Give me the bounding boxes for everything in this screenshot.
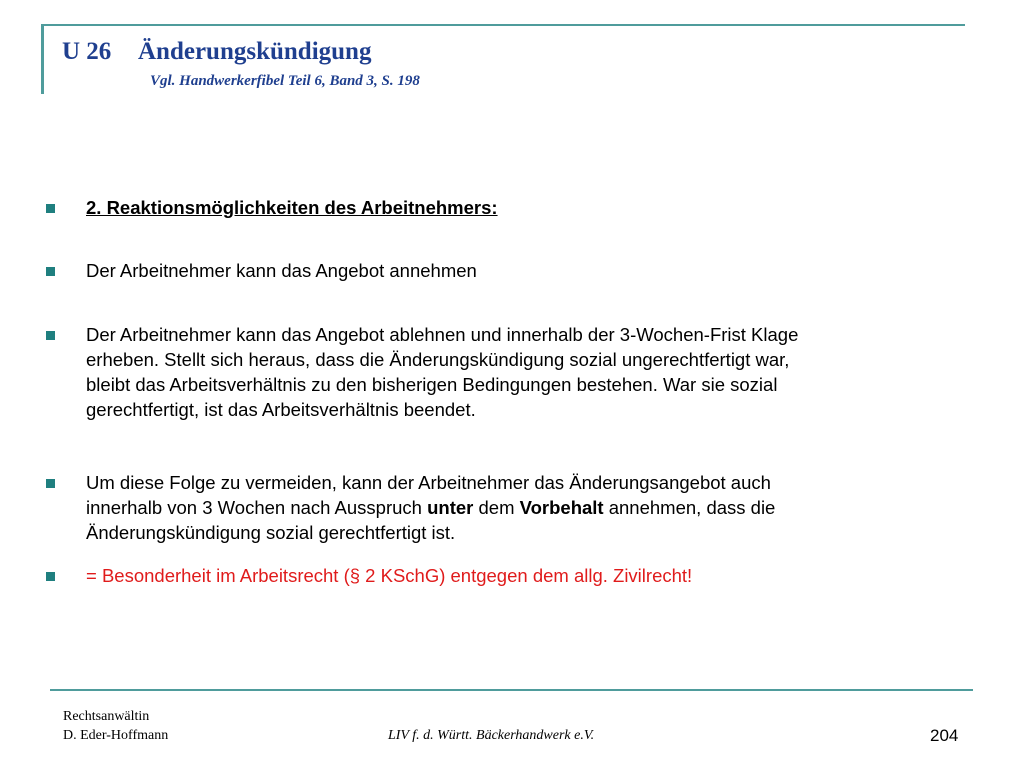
slide-subtitle: Vgl. Handwerkerfibel Teil 6, Band 3, S. 198 [150,73,420,89]
bullet-text [86,258,986,283]
bullet-text [86,195,986,220]
emphasis-vorbehalt: Vorbehalt [519,497,604,518]
bullet-line: Änderungskündigung sozial gerechtfertigt ist. [86,522,456,543]
bullet-line: bleibt das Arbeitsverhältnis zu den bisherigen Bedingungen bestehen. War sie sozial [86,374,778,395]
bullet-line-segment: annehmen, dass die [603,497,776,518]
footer-organization: LIV f. d. Württ. Bäckerhandwerk e.V. [388,728,595,743]
page-number: 204 [930,726,959,745]
square-bullet-icon [46,479,55,488]
square-bullet-icon [46,572,55,581]
footer-author-name: D. Eder-Hoffmann [63,728,169,743]
bullet-line: = Besonderheit im Arbeitsrecht (§ 2 KSchG) entgegen dem allg. Zivilrecht! [86,565,693,586]
square-bullet-icon [46,331,55,340]
bullet-line-segment: dem [473,497,520,518]
bullet-line: gerechtfertigt, ist das Arbeitsverhältnis beendet. [86,399,476,420]
square-bullet-icon [46,267,55,276]
footer-rule [50,689,973,691]
bullet-line: erheben. Stellt sich heraus, dass die Änderungskündigung sozial ungerechtfertigt war, [86,349,790,370]
square-bullet-icon [46,204,55,213]
slide-title-text: Änderungskündigung [138,38,372,65]
footer-author [63,707,168,745]
emphasis-unter: unter [427,497,474,518]
bullet-text [86,470,986,545]
bullet-line: Der Arbeitnehmer kann das Angebot annehmen [86,260,477,281]
bullet-text-highlight [86,563,986,588]
slide-number-label: U 26 [62,38,112,65]
bullet-line: Der Arbeitnehmer kann das Angebot ablehnen und innerhalb der 3-Wochen-Frist Klage [86,324,799,345]
footer-author-title: Rechtsanwältin [63,709,150,724]
bullet-line-segment: innerhalb von 3 Wochen nach Ausspruch [86,497,428,518]
bullet-text [86,322,986,422]
bullet-line: Um diese Folge zu vermeiden, kann der Arbeitnehmer das Änderungsangebot auch [86,472,771,493]
bullet-line: 2. Reaktionsmöglichkeiten des Arbeitnehmers: [86,197,498,218]
